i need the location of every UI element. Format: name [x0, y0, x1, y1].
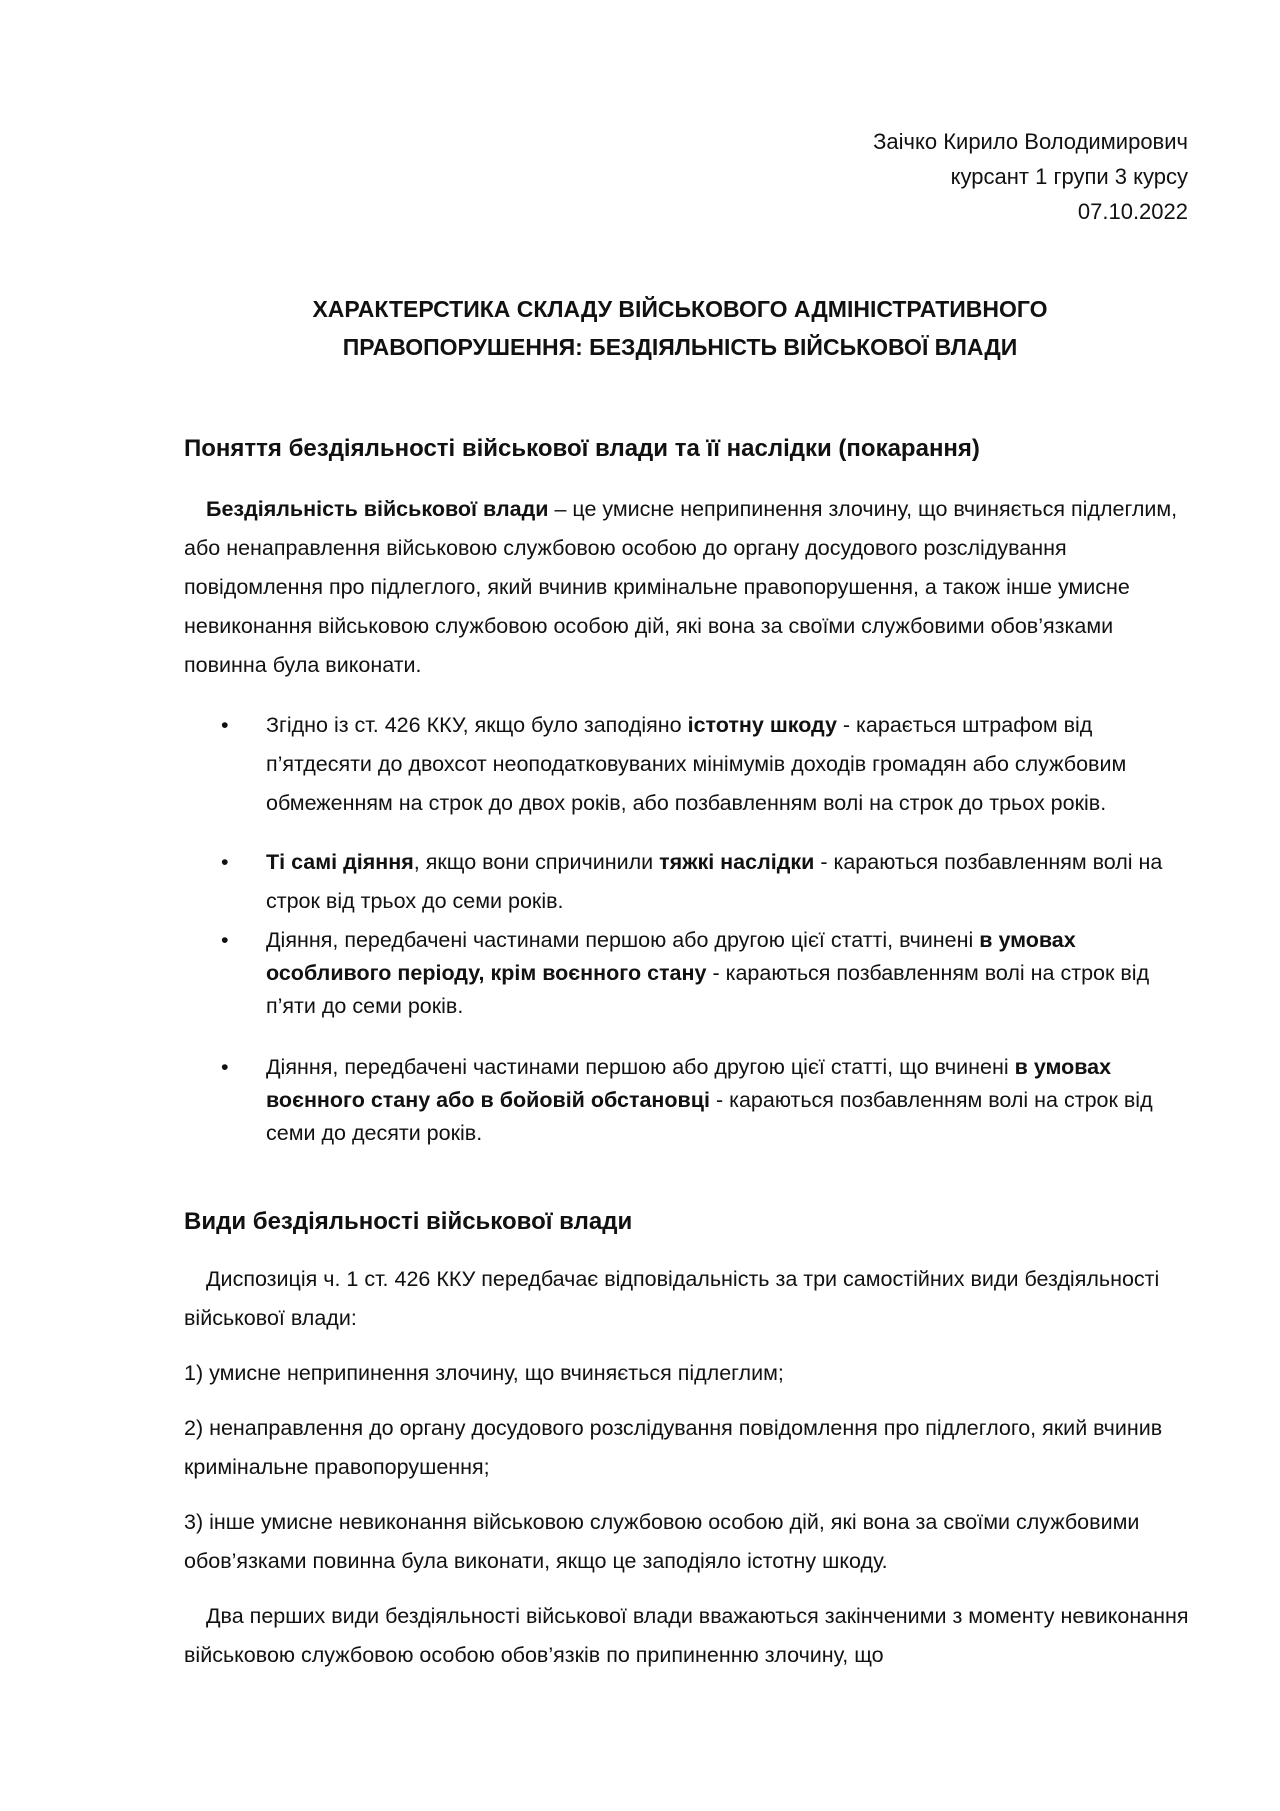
author-name: Заічко Кирило Володимирович	[873, 129, 1188, 154]
list-item: • Діяння, передбачені частинами першою або другою цієї статті, вчинені в умовах особливого періоду, крім воєнного стану - караються позбавленням волі на строк від п’яти до семи років.	[266, 924, 1192, 1023]
types-item-3: 3) інше умисне невиконання військовою службовою особою дій, які вона за своїми службовими обов’язками повинна була виконати, якщо це заподіяло істотну шкоду.	[184, 1510, 1140, 1573]
types-item-1: 1) умисне неприпинення злочину, що вчиняється підлеглим;	[184, 1361, 784, 1385]
definition-text: – це умисне неприпинення злочину, що вчиняється підлеглим, або ненаправлення військовою службовою особою до органу досудового розслідування повідомлення про підлеглого, який вчинив кримінальне правопорушення, а також інше умисне невиконання військовою службовою особою дій, які вона за своїми службовими обов’язками повинна була виконати.	[184, 497, 1178, 677]
list-item: • Згідно із ст. 426 ККУ, якщо було заподіяно істотну шкоду - карається штрафом від п’ятдесяти до двохсот неоподатковуваних мінімумів доходів громадян або службовим обмеженням на строк до двох років, або позбавленням волі на строк до трьох років.	[266, 706, 1192, 823]
title-line-2: ПРАВОПОРУШЕННЯ: БЕЗДІЯЛЬНІСТЬ ВІЙСЬКОВОЇ ВЛАДИ	[342, 334, 1018, 360]
bullet-icon: •	[221, 713, 229, 737]
section-heading-types: Види бездіяльності військової влади	[184, 1208, 633, 1235]
types-item-2: 2) ненаправлення до органу досудового розслідування повідомлення про підлеглого, який вчинив кримінальне правопорушення;	[184, 1416, 1163, 1479]
document-body	[184, 432, 1192, 1675]
document-title	[240, 290, 1120, 366]
document-date: 07.10.2022	[1077, 199, 1188, 224]
list-item: • Ті самі діяння, якщо вони спричинили тяжкі наслідки - караються позбавленням волі на строк від трьох до семи років.	[266, 843, 1192, 921]
types-intro: Диспозиція ч. 1 ст. 426 ККУ передбачає відповідальність за три самостійних види бездіяльності військової влади:	[184, 1267, 1160, 1330]
section-heading-concept: Поняття бездіяльності військової влади та її наслідки (покарання)	[184, 435, 980, 462]
bullet-icon: •	[221, 928, 229, 952]
definition-term: Бездіяльність військової влади	[206, 497, 549, 521]
bullet-icon: •	[221, 850, 229, 874]
closing-paragraph: Два перших види бездіяльності військової влади вважаються закінченими з моменту невиконання військовою службовою особою обов’язків по припиненню злочину, що	[184, 1604, 1189, 1667]
author-position: курсант 1 групи 3 курсу	[950, 164, 1188, 189]
title-line-1: ХАРАКТЕРСТИКА СКЛАДУ ВІЙСЬКОВОГО АДМІНІСТРАТИВНОГО	[312, 296, 1048, 322]
definition-paragraph	[184, 490, 1192, 685]
bullet-icon: •	[221, 1055, 229, 1079]
list-item: • Діяння, передбачені частинами першою або другою цієї статті, що вчинені в умовах воєнного стану або в бойовій обстановці - караються позбавленням волі на строк від семи до десяти років.	[266, 1051, 1192, 1150]
penalty-list	[184, 706, 1192, 1150]
author-block	[488, 124, 1188, 229]
